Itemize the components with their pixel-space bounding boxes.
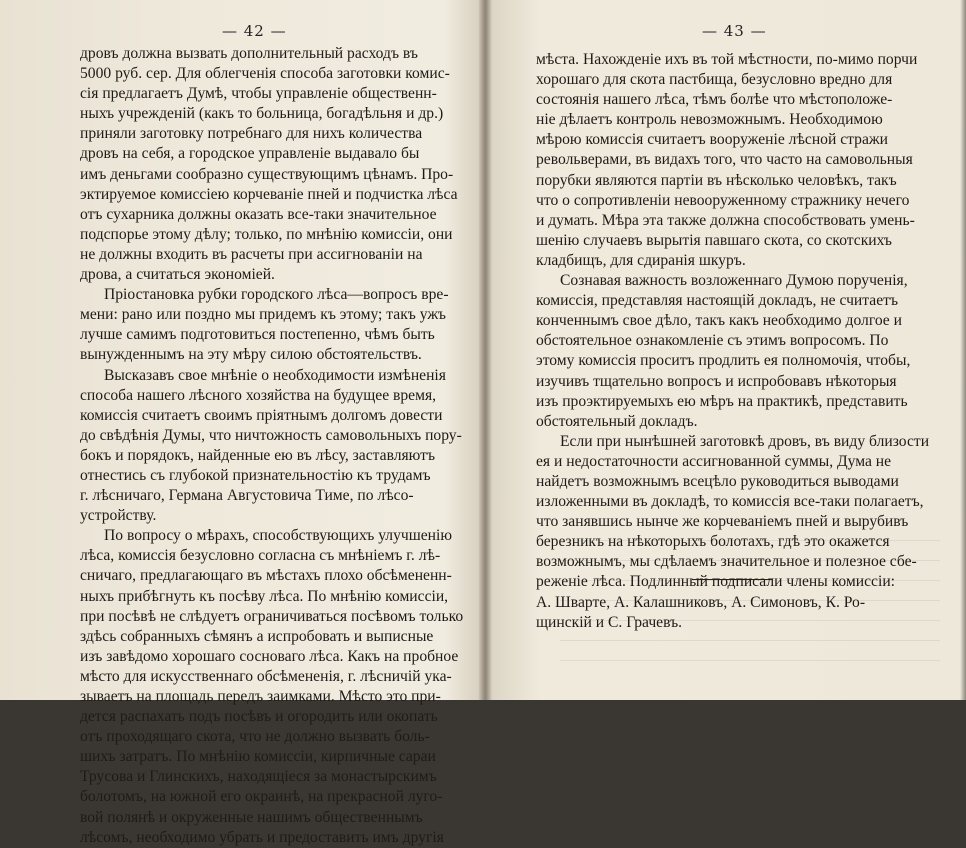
text-line: лѣсомъ, необходимо убрать и предоставить имъ другія — [80, 828, 444, 846]
text-line: здѣсь собранныхъ сѣмянъ а испробовать и выписные — [80, 627, 434, 645]
text-line: Сознавая важность возложеннаго Думою порученія, — [560, 272, 908, 290]
text-line: бокъ и порядокъ, найденные ею въ лѣсу, заставляютъ — [80, 446, 436, 464]
text-line: до свѣдѣнія Думы, что ничтожность самовольныхъ пору- — [80, 426, 462, 444]
text-line: изъ проэктируемыхъ ею мѣръ на практикѣ, представить — [536, 392, 908, 410]
text-line: щинскій и С. Грачевъ. — [536, 613, 683, 631]
text-line: что о сопротивленіи невооруженному стражнику нечего — [536, 191, 910, 209]
text-line: ныхъ учрежденій (какъ то больница, богадѣльня и др.) — [80, 105, 444, 123]
text-line: возможнымъ, мы сдѣлаемъ значительное и полезное сбе- — [536, 553, 917, 571]
text-line: устройству. — [80, 507, 157, 525]
text-line: при посѣвѣ не слѣдуетъ ограничиваться посѣвомъ только — [80, 607, 464, 625]
text-line: способа нашего лѣсного хозяйства на будущее время, — [80, 386, 437, 404]
text-line: подспорье этому дѣлу; только, по мнѣнію комиссіи, они — [80, 225, 453, 243]
text-line: отъ проходящаго скота, что не должно вызвать боль- — [80, 728, 430, 746]
text-line: имъ деньгами сообразно существующимъ цѣнамъ. Про- — [80, 165, 454, 183]
text-line: лучше самимъ подготовиться постепенно, чѣмъ быть — [80, 326, 435, 344]
text-line: не должны входить въ расчеты при ассигнованіи на — [80, 245, 423, 263]
text-line: обстоятельное ознакомленіе съ этимъ вопросомъ. По — [536, 332, 889, 350]
text-line: эктируемое комиссіею корчеваніе пней и подчистка лѣса — [80, 185, 458, 203]
text-line: По вопросу о мѣрахъ, способствующихъ улучшенію — [104, 527, 452, 545]
text-line: Пріостановка рубки городского лѣса—вопросъ вре- — [104, 286, 449, 304]
text-line: вынужденнымъ на эту мѣру силою обстоятельствъ. — [80, 346, 422, 364]
book-gutter — [478, 0, 492, 700]
text-line: изложенными въ докладѣ, то комиссія все-таки полагаетъ, — [536, 493, 924, 511]
text-line: сничаго, предлагающаго въ мѣстахъ плохо обсѣмененн- — [80, 567, 452, 585]
text-line: ныхъ прибѣгнуть къ посѣву лѣса. По мнѣнію комиссіи, — [80, 587, 449, 605]
text-line: комиссія, представляя настоящій докладъ, не считаетъ — [536, 292, 899, 310]
text-line: Если при нынѣшней заготовкѣ дровъ, въ виду близости — [560, 432, 930, 450]
text-line: дется распахать подъ посѣвъ и огородить или окопать — [80, 708, 438, 726]
text-line: изъ завѣдомо хорошаго сосноваго лѣса. Какъ на пробное — [80, 647, 459, 665]
text-line: мѣрою комиссія считаетъ вооруженіе лѣсной стражи — [536, 131, 888, 149]
text-line: и думать. Мѣра эта также должна способствовать умень- — [536, 211, 915, 229]
text-line: березникъ на нѣкоторыхъ болотахъ, гдѣ это окажется — [536, 533, 890, 551]
text-line: найдетъ возможнымъ всецѣло руководиться выводами — [536, 472, 899, 490]
text-line: болотомъ, на южной его окраинѣ, на прекрасной луго- — [80, 788, 443, 806]
right-page — [492, 0, 966, 700]
text-line: дровъ должна вызвать дополнительный расходъ въ — [80, 45, 418, 62]
right-page-text — [536, 50, 928, 633]
text-line: этому комиссія проситъ продлить ея полномочія, чтобы, — [536, 352, 911, 370]
text-line: приняли заготовку потребнаго для нихъ количества — [80, 125, 423, 143]
text-line: лѣса, комиссія безусловно согласна съ мнѣніемъ г. лѣ- — [80, 547, 441, 565]
left-page-text — [80, 44, 462, 848]
text-line: порубки являются партіи въ нѣсколько человѣкъ, такъ — [536, 171, 897, 189]
text-line: ея и недостаточности ассигнованной суммы, Дума не — [536, 452, 892, 470]
text-line: отнестись съ глубокой признательностію къ трудамъ — [80, 466, 431, 484]
text-line: хорошаго для скота пастбища, безусловно вредно для — [536, 71, 893, 89]
text-line: А. Шварте, А. Калашниковъ, А. Симоновъ, К. Ро- — [536, 593, 866, 611]
text-line: дровъ на себя, а городское управленіе выдавало бы — [80, 145, 420, 163]
text-line: реженіе лѣса. Подлинный подписали члены комиссіи: — [536, 573, 895, 591]
page-edge-shadow — [960, 0, 966, 700]
text-line: обстоятельный докладъ. — [536, 412, 698, 430]
text-line: отъ сухарника должны оказать все-таки значительное — [80, 205, 437, 223]
text-line: мени: рано или поздно мы придемъ къ этому; такъ ужъ — [80, 306, 446, 324]
text-line: Трусова и Глинскихъ, находящіеся за монастырскимъ — [80, 768, 437, 786]
page-number-right: — 43 — — [702, 22, 767, 40]
text-line: изучивъ тщательно вопросъ и испробовавъ нѣкоторыя — [536, 372, 897, 390]
text-line: вой полянѣ и окруженные нашимъ общественнымъ — [80, 808, 423, 826]
text-line: состоянія нашего лѣса, тѣмъ болѣе что мѣстоположе- — [536, 91, 893, 109]
page-number-left: — 42 — — [222, 22, 287, 40]
text-line: ніе дѣлаетъ контроль невозможнымъ. Необходимою — [536, 111, 883, 129]
text-line: шенію случаевъ вырытія павшаго скота, со скотскихъ — [536, 231, 892, 249]
text-line: кладбищъ, для сдиранія шкуръ. — [536, 251, 746, 269]
text-line: конченнымъ свое дѣло, такъ какъ необходимо долгое и — [536, 312, 902, 330]
text-line: зываетъ на площадь передъ заимками. Мѣсто это при- — [80, 688, 441, 705]
text-line: что занявшись нынче же корчеваніемъ пней и вырубивъ — [536, 513, 909, 531]
text-line: шихъ затратъ. По мнѣнію комиссіи, кирпичные сараи — [80, 748, 436, 766]
text-line: Высказавъ свое мнѣніе о необходимости измѣненія — [104, 366, 446, 384]
text-line: мѣста. Нахожденіе ихъ въ той мѣстности, по-мимо порчи — [536, 51, 918, 68]
text-line: г. лѣсничаго, Германа Августовича Тиме, по лѣсо- — [80, 487, 414, 505]
text-line: комиссія считаетъ своимъ пріятнымъ долгомъ довести — [80, 406, 443, 424]
left-page — [0, 0, 480, 846]
text-line: 5000 руб. сер. Для облегченія способа заготовки комис- — [80, 65, 450, 83]
text-line: сія предлагаетъ Думѣ, чтобы управленіе общественн- — [80, 85, 437, 103]
text-line: дрова, а считаться экономіей. — [80, 266, 275, 284]
text-line: мѣсто для искусственнаго обсѣмененія, г. лѣсничій ука- — [80, 667, 452, 685]
text-line: револьверами, въ видахъ того, что часто на самовольныя — [536, 151, 913, 169]
end-rule — [692, 579, 772, 580]
